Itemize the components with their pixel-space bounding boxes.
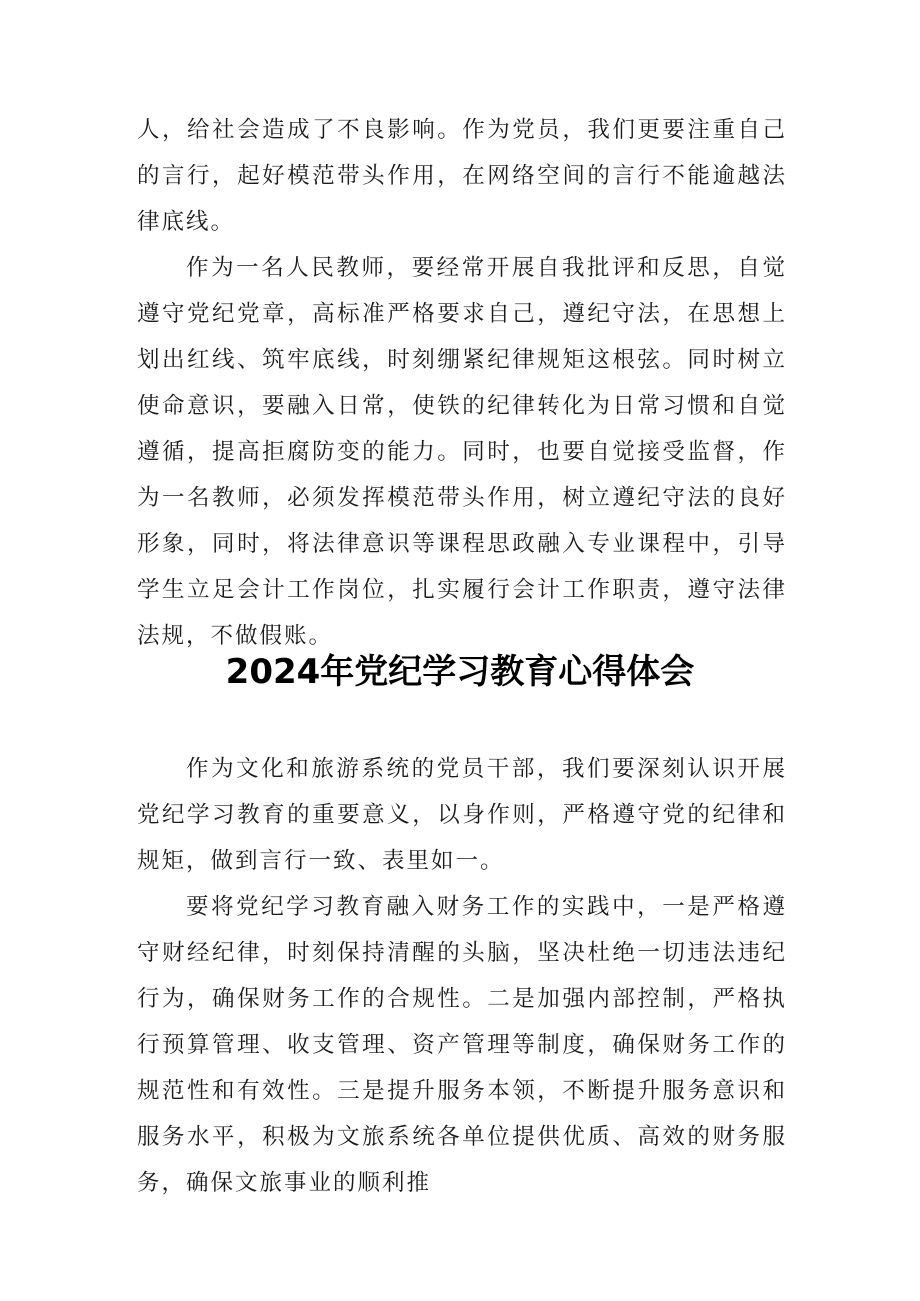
previous-section-text <box>137 107 787 659</box>
paragraph-intro: 作为文化和旅游系统的党员干部，我们要深刻认识开展党纪学习教育的重要意义，以身作则，严格遵守党的纪律和规矩，做到言行一致、表里如一。 <box>137 756 787 874</box>
document-title: 2024年党纪学习教育心得体会 <box>225 652 695 692</box>
paragraph-continuation: 人，给社会造成了不良影响。作为党员，我们更要注重自己的言行，起好模范带头作用，在网络空间的言行不能逾越法律底线。 <box>137 117 787 235</box>
paragraph-finance-practice: 要将党纪学习教育融入财务工作的实践中，一是严格遵守财经纪律，时刻保持清醒的头脑，坚决杜绝一切违法违纪行为，确保财务工作的合规性。二是加强内部控制，严格执行预算管理、收支管理、资产管理等制度，确保财务工作的规范性和有效性。三是提升服务本领，不断提升服务意识和服务水平，积极为文旅系统各单位提供优质、高效的财务服务，确保文旅事业的顺利推 <box>137 894 787 1196</box>
article-body <box>137 746 787 1206</box>
paragraph-teacher-reflection: 作为一名人民教师，要经常开展自我批评和反思，自觉遵守党纪党章，高标准严格要求自己，遵纪守法，在思想上划出红线、筑牢底线，时刻绷紧纪律规矩这根弦。同时树立使命意识，要融入日常，使铁的纪律转化为日常习惯和自觉遵循，提高拒腐防变的能力。同时，也要自觉接受监督，作为一名教师，必须发挥模范带头作用，树立遵纪守法的良好形象，同时，将法律意识等课程思政融入专业课程中，引导学生立足会计工作岗位，扎实履行会计工作职责，遵守法律法规，不做假账。 <box>137 255 787 649</box>
